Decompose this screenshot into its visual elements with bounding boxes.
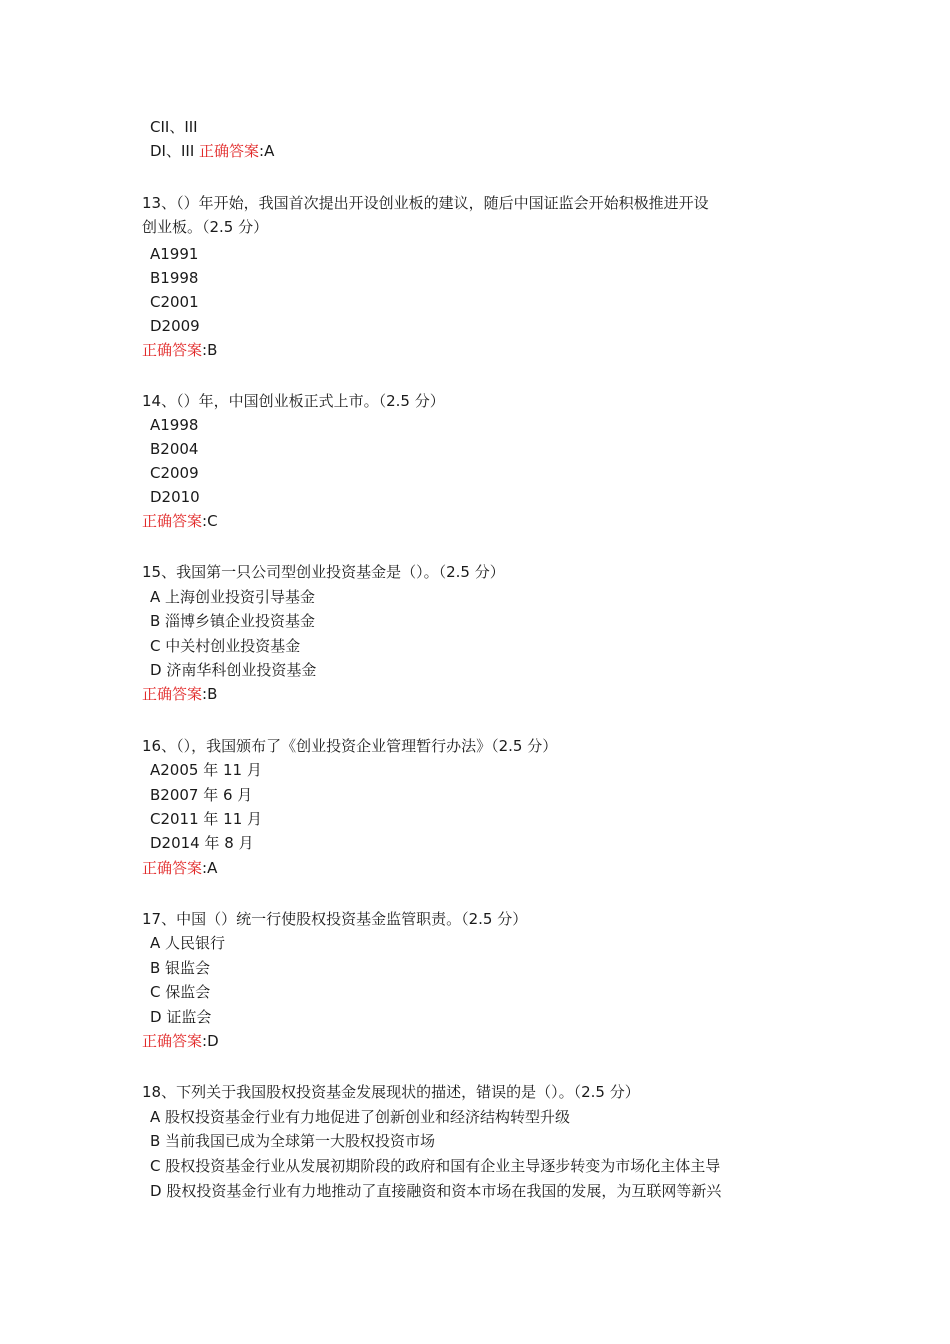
question-18-option-d: D 股权投资基金行业有力地推动了直接融资和资本市场在我国的发展，为互联网等新兴 xyxy=(150,1182,722,1200)
question-13-option-d: D2009 xyxy=(150,317,200,335)
question-16-option-b: B2007 年 6 月 xyxy=(150,786,253,804)
question-15-stem: 15、我国第一只公司型创业投资基金是（）。（2.5 分） xyxy=(142,563,505,581)
answer-label: 正确答案 xyxy=(199,142,260,160)
answer-label: 正确答案 xyxy=(142,685,203,703)
question-16-stem: 16、（），我国颁布了《创业投资企业管理暂行办法》（2.5 分） xyxy=(142,737,558,755)
question-13-stem-line1: 13、（）年开始，我国首次提出开设创业板的建议，随后中国证监会开始积极推进开设 xyxy=(142,194,709,212)
prev-option-d-with-answer xyxy=(150,141,274,161)
question-16-option-a: A2005 年 11 月 xyxy=(150,761,262,779)
question-16-option-d: D2014 年 8 月 xyxy=(150,834,254,852)
question-17-option-a: A 人民银行 xyxy=(150,934,226,952)
question-17-option-c: C 保监会 xyxy=(150,983,211,1001)
answer-label: 正确答案 xyxy=(142,512,203,530)
question-13-answer xyxy=(142,340,217,360)
answer-value: :B xyxy=(202,685,218,703)
question-17-option-b: B 银监会 xyxy=(150,959,211,977)
answer-value: :C xyxy=(202,512,218,530)
question-13-stem-line2: 创业板。（2.5 分） xyxy=(142,218,269,236)
answer-value: :A xyxy=(259,142,275,160)
answer-value: :B xyxy=(202,341,218,359)
question-18-stem: 18、下列关于我国股权投资基金发展现状的描述，错误的是（）。（2.5 分） xyxy=(142,1083,640,1101)
question-14-answer xyxy=(142,511,218,531)
answer-label: 正确答案 xyxy=(142,1032,203,1050)
question-14-option-d: D2010 xyxy=(150,488,200,506)
question-18-option-a: A 股权投资基金行业有力地促进了创新创业和经济结构转型升级 xyxy=(150,1108,571,1126)
question-18-option-b: B 当前我国已成为全球第一大股权投资市场 xyxy=(150,1132,436,1150)
question-14-option-a: A1998 xyxy=(150,416,199,434)
prev-option-d: DI、III xyxy=(150,142,195,160)
question-16-answer xyxy=(142,858,217,878)
answer-value: :D xyxy=(202,1032,219,1050)
answer-label: 正确答案 xyxy=(142,341,203,359)
question-17-stem: 17、中国（）统一行使股权投资基金监管职责。（2.5 分） xyxy=(142,910,528,928)
question-15-option-c: C 中关村创业投资基金 xyxy=(150,637,301,655)
answer-value: :A xyxy=(202,859,218,877)
question-15-option-b: B 淄博乡镇企业投资基金 xyxy=(150,612,316,630)
question-17-option-d: D 证监会 xyxy=(150,1008,212,1026)
question-13-option-a: A1991 xyxy=(150,245,199,263)
question-15-answer xyxy=(142,684,217,704)
question-16-option-c: C2011 年 11 月 xyxy=(150,810,263,828)
question-13-option-c: C2001 xyxy=(150,293,199,311)
question-15-option-a: A 上海创业投资引导基金 xyxy=(150,588,316,606)
question-13-option-b: B1998 xyxy=(150,269,199,287)
question-17-answer xyxy=(142,1031,219,1051)
question-14-stem: 14、（）年，中国创业板正式上市。（2.5 分） xyxy=(142,392,445,410)
prev-option-c: CII、III xyxy=(150,118,198,136)
question-14-option-c: C2009 xyxy=(150,464,199,482)
answer-label: 正确答案 xyxy=(142,859,203,877)
question-15-option-d: D 济南华科创业投资基金 xyxy=(150,661,317,679)
question-14-option-b: B2004 xyxy=(150,440,199,458)
question-18-option-c: C 股权投资基金行业从发展初期阶段的政府和国有企业主导逐步转变为市场化主体主导 xyxy=(150,1157,721,1175)
